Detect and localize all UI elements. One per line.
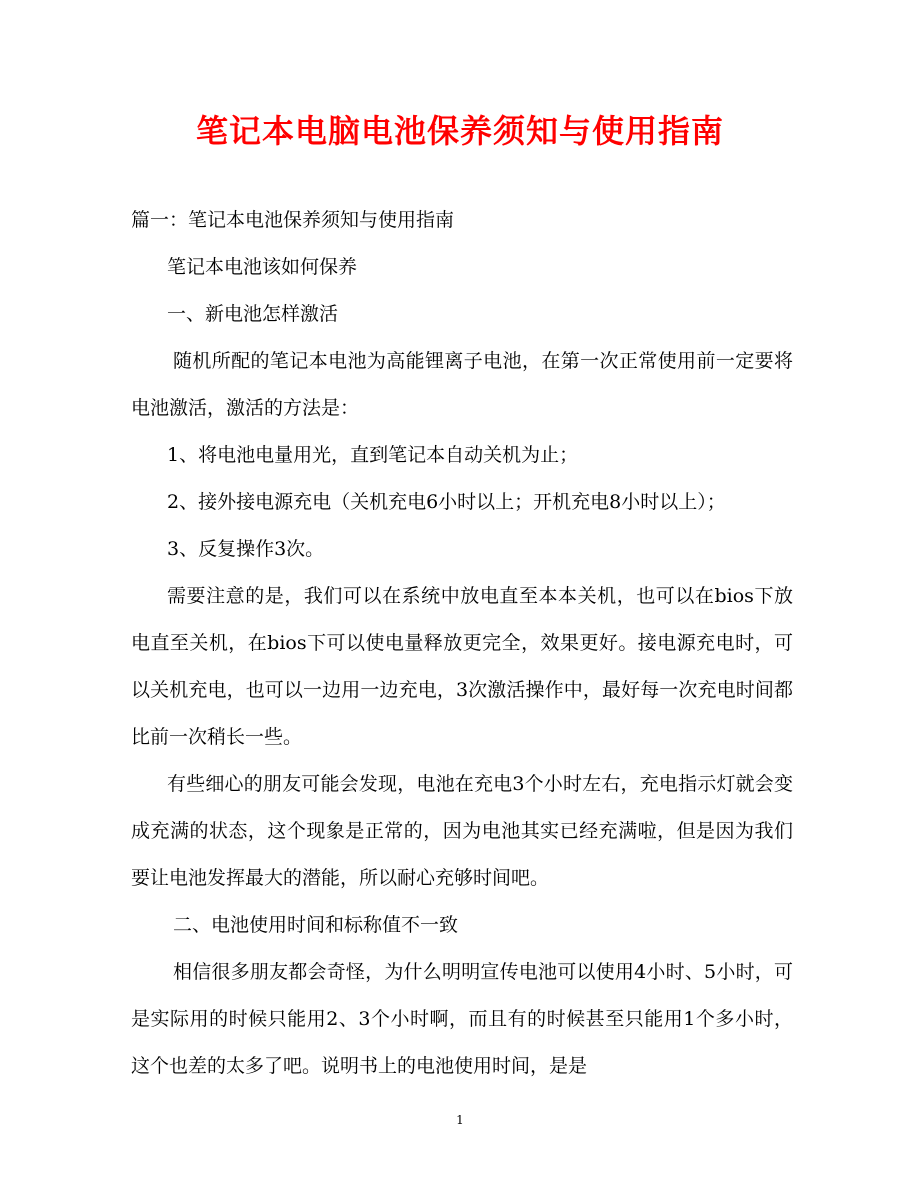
list-item: 2、接外接电源充电（关机充电6小时以上；开机充电8小时以上）； [167, 491, 726, 513]
document-title: 笔记本电脑电池保养须知与使用指南 [195, 112, 724, 150]
paragraph: 有些细心的朋友可能会发现，电池在充电3个小时左右，充电指示灯就会变成充满的状态，这个现象是正常的，因为电池其实已经充满啦，但是因为我们要让电池发挥最大的潜能，所以耐心充够时间吧。 [131, 773, 793, 889]
section-heading-1: 一、新电池怎样激活 [167, 303, 339, 325]
paragraph: 需要注意的是，我们可以在系统中放电直至本本关机，也可以在bios下放电直至关机，在bios下可以使电量释放更完全，效果更好。接电源充电时，可以关机充电，也可以一边用一边充电，3次激活操作中，最好每一次充电时间都比前一次稍长一些。 [131, 585, 793, 748]
page-number: 1 [456, 1113, 464, 1127]
paragraph: 相信很多朋友都会奇怪，为什么明明宣传电池可以使用4小时、5小时，可是实际用的时候只能用2、3个小时啊，而且有的时候甚至只能用1个多小时，这个也差的太多了吧。说明书上的电池使用时间，是是 [131, 961, 793, 1077]
document-body [131, 197, 793, 1090]
section-heading-2: 二、电池使用时间和标称值不一致 [173, 914, 459, 936]
paragraph: 随机所配的笔记本电池为高能锂离子电池，在第一次正常使用前一定要将电池激活，激活的方法是： [131, 350, 793, 419]
paragraph-heading: 篇一：笔记本电池保养须知与使用指南 [131, 209, 455, 231]
list-item: 1、将电池电量用光，直到笔记本自动关机为止； [167, 444, 579, 466]
list-item: 3、反复操作3次。 [167, 538, 325, 560]
paragraph-subheading: 笔记本电池该如何保养 [167, 256, 358, 278]
